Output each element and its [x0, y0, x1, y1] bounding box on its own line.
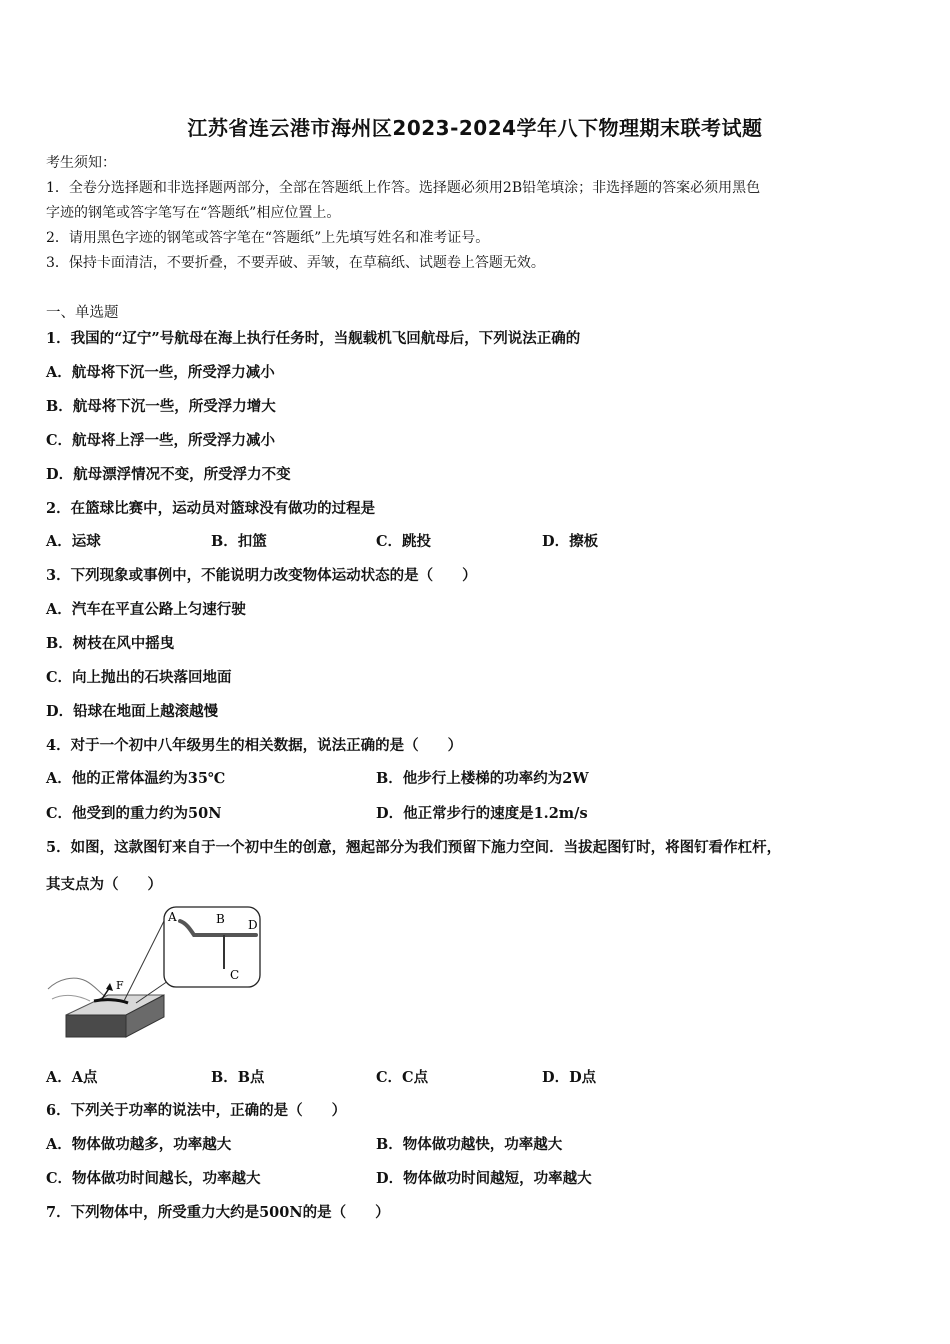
question-2-option-c: C．跳投: [376, 533, 432, 550]
question-2-stem: 2．在篮球比赛中，运动员对篮球没有做功的过程是: [46, 500, 376, 517]
question-4-stem: 4．对于一个初中八年级男生的相关数据，说法正确的是（ ）: [46, 737, 463, 754]
question-4-option-b: B．他步行上楼梯的功率约为2W: [376, 770, 589, 787]
zoom-bubble: [164, 907, 260, 987]
question-1-stem: 1．我国的“辽宁”号航母在海上执行任务时，当舰载机飞回航母后，下列说法正确的: [46, 330, 581, 347]
question-6-option-d: D．物体做功时间越短，功率越大: [376, 1170, 592, 1187]
question-6-option-c: C．物体做功时间越长，功率越大: [46, 1170, 261, 1187]
question-5-option-c: C．C点: [376, 1069, 429, 1086]
notice-item: 1．全卷分选择题和非选择题两部分，全部在答题纸上作答。选择题必须用2B铅笔填涂；非选择题的答案必须用黑色: [46, 180, 761, 196]
label-b: B: [216, 912, 225, 926]
label-a: A: [168, 910, 177, 924]
question-5-stem-line-2: 其支点为（ ）: [46, 876, 162, 893]
question-4-option-a: A．他的正常体温约为35℃: [46, 770, 226, 787]
question-3-option-b: B．树枝在风中摇曳: [46, 635, 175, 652]
question-7-stem: 7．下列物体中，所受重力大约是500N的是（ ）: [46, 1204, 390, 1221]
question-6-stem: 6．下列关于功率的说法中，正确的是（ ）: [46, 1102, 347, 1119]
question-4-option-c: C．他受到的重力约为50N: [46, 805, 222, 822]
board-front: [66, 1015, 126, 1037]
question-6-option-a: A．物体做功越多，功率越大: [46, 1136, 232, 1153]
hand-sketch-lower: [52, 995, 90, 1001]
label-d: D: [248, 918, 258, 932]
question-4-option-d: D．他正常步行的速度是1.2m/s: [376, 805, 588, 822]
force-arrowhead: [106, 983, 113, 991]
question-3-option-a: A．汽车在平直公路上匀速行驶: [46, 601, 246, 618]
question-5-option-b: B．B点: [211, 1069, 265, 1086]
question-1-option-d: D．航母漂浮情况不变，所受浮力不变: [46, 466, 291, 483]
question-5-option-d: D．D点: [542, 1069, 597, 1086]
thumbtack-figure: [44, 903, 266, 1043]
page-title: 江苏省连云港市海州区2023-2024学年八下物理期末联考试题: [187, 116, 763, 140]
question-3-option-c: C．向上抛出的石块落回地面: [46, 669, 232, 686]
notice-item: 2．请用黑色字迹的钢笔或答字笔在“答题纸”上先填写姓名和准考证号。: [46, 230, 490, 246]
question-2-option-b: B．扣篮: [211, 533, 267, 550]
question-1-option-c: C．航母将上浮一些，所受浮力减小: [46, 432, 276, 449]
callout-line: [124, 917, 166, 1001]
question-5-option-a: A．A点: [46, 1069, 98, 1086]
label-f: F: [116, 979, 124, 992]
notice-item: 字迹的钢笔或答字笔写在“答题纸”相应位置上。: [46, 205, 341, 221]
question-1-option-a: A．航母将下沉一些，所受浮力减小: [46, 364, 275, 381]
question-5-stem-line-1: 5．如图，这款图钉来自于一个初中生的创意，翘起部分为我们预留下施力空间．当拔起图钉时，将图钉看作杠杆，: [46, 839, 782, 856]
notice-heading: 考生须知：: [46, 155, 116, 171]
hand-sketch: [48, 978, 106, 997]
question-6-option-b: B．物体做功越快，功率越大: [376, 1136, 563, 1153]
label-c: C: [230, 968, 240, 982]
question-1-option-b: B．航母将下沉一些，所受浮力增大: [46, 398, 276, 415]
section-heading: 一、单选题: [46, 305, 119, 321]
question-2-option-a: A．运球: [46, 533, 101, 550]
question-2-option-d: D．擦板: [542, 533, 599, 550]
notice-item: 3．保持卡面清洁，不要折叠，不要弄破、弄皱，在草稿纸、试题卷上答题无效。: [46, 255, 545, 271]
question-3-option-d: D．铅球在地面上越滚越慢: [46, 703, 219, 720]
question-3-stem: 3．下列现象或事例中，不能说明力改变物体运动状态的是（ ）: [46, 567, 477, 584]
